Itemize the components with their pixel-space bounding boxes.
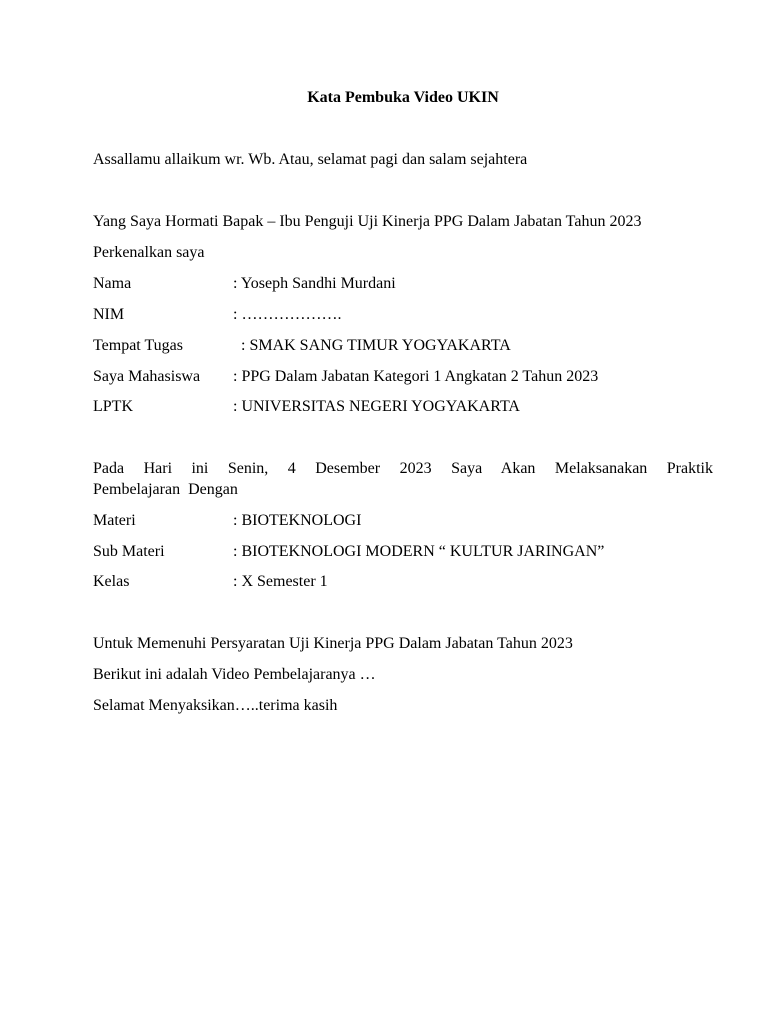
lesson-row-kelas: [93, 572, 328, 592]
lesson-label: Materi: [93, 512, 136, 529]
identity-label: LPTK: [93, 398, 133, 415]
lesson-value: : BIOTEKNOLOGI: [233, 512, 362, 529]
identity-label: Saya Mahasiswa: [93, 368, 201, 385]
identity-row-mahasiswa: [93, 367, 598, 387]
identity-row-tempat-tugas: [93, 336, 511, 356]
lesson-label: Kelas: [93, 573, 130, 590]
paragraph-line-1: Pada Hari ini Senin, 4 Desember 2023 Saya Akan Melaksanakan Praktik: [93, 460, 713, 477]
identity-label: Tempat Tugas: [93, 337, 183, 354]
identity-value: : SMAK SANG TIMUR YOGYAKARTA: [233, 337, 511, 354]
identity-value: : ……………….: [233, 306, 342, 323]
greeting-line: Assallamu allaikum wr. Wb. Atau, selamat pagi dan salam sejahtera: [93, 151, 528, 168]
respect-line: Yang Saya Hormati Bapak – Ibu Penguji Uji Kinerja PPG Dalam Jabatan Tahun 2023: [93, 213, 642, 230]
identity-row-nim: [93, 305, 341, 325]
identity-row-lptk: [93, 397, 520, 417]
identity-value: : Yoseph Sandhi Murdani: [233, 275, 396, 292]
closing-line-2: Berikut ini adalah Video Pembelajaranya …: [93, 666, 376, 683]
paragraph-line-2: Pembelajaran Dengan: [93, 481, 238, 498]
lesson-row-sub-materi: [93, 542, 604, 562]
identity-value: : PPG Dalam Jabatan Kategori 1 Angkatan 2 Tahun 2023: [233, 368, 599, 385]
lesson-label: Sub Materi: [93, 543, 165, 560]
identity-label: Nama: [93, 275, 132, 292]
lesson-value: : X Semester 1: [233, 573, 328, 590]
identity-value: : UNIVERSITAS NEGERI YOGYAKARTA: [233, 398, 520, 415]
document-title: Kata Pembuka Video UKIN: [307, 89, 499, 106]
identity-label: NIM: [93, 306, 125, 323]
lesson-row-materi: [93, 511, 361, 531]
identity-row-name: [93, 274, 396, 294]
closing-line-1: Untuk Memenuhi Persyaratan Uji Kinerja PPG Dalam Jabatan Tahun 2023: [93, 635, 573, 652]
closing-line-3: Selamat Menyaksikan…..terima kasih: [93, 697, 338, 714]
lesson-value: : BIOTEKNOLOGI MODERN “ KULTUR JARINGAN”: [233, 543, 605, 560]
intro-line: Perkenalkan saya: [93, 244, 205, 261]
